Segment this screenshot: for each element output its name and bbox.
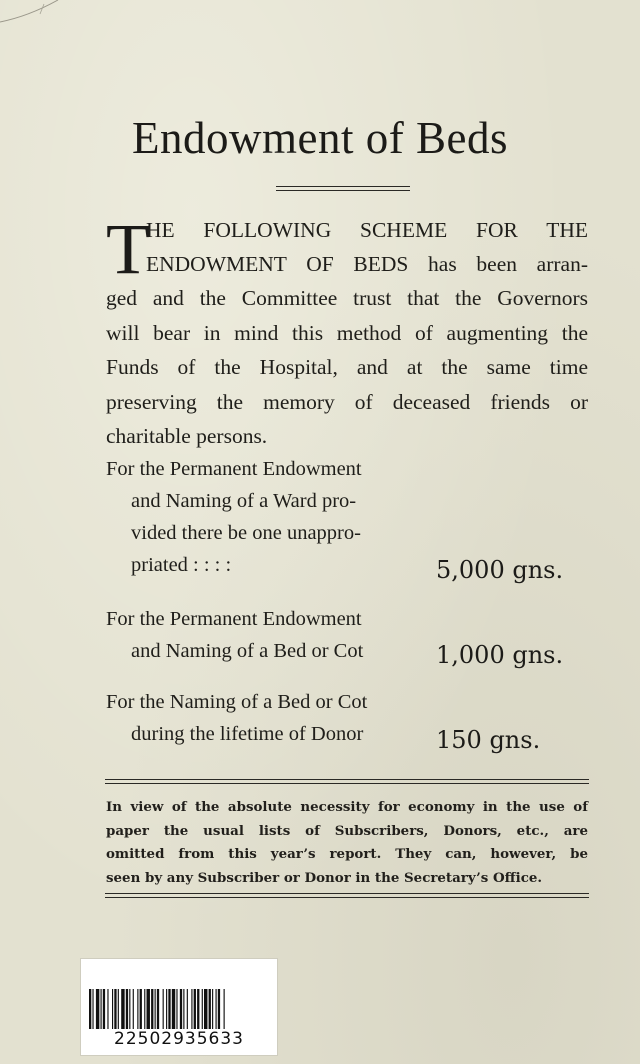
- intro-line: Funds of the Hospital, and at the same time: [106, 355, 588, 379]
- intro-opening: [146, 214, 588, 281]
- scheme-bed-lifetime-amount: 150 gns.: [436, 726, 541, 754]
- scheme-ward-description: [106, 453, 418, 581]
- note-line: omitted from this year’s report. They can, however, be: [106, 846, 588, 862]
- scheme-bed-lifetime-description: [106, 686, 418, 750]
- scheme-line: and Naming of a Ward pro-: [131, 490, 357, 512]
- scheme-ward: [106, 453, 596, 584]
- page-title: Endowment of Beds: [132, 113, 508, 163]
- scheme-bed-permanent: [106, 603, 596, 667]
- library-barcode-label: [80, 958, 278, 1056]
- scheme-line: For the Permanent Endowment: [106, 458, 362, 480]
- note-line: paper the usual lists of Subscribers, Donors, etc., are: [106, 822, 588, 839]
- intro-paragraph: [106, 281, 588, 454]
- scheme-line: during the lifetime of Donor: [131, 723, 364, 745]
- intro-line-2: [146, 248, 588, 282]
- note-top-rule: [105, 779, 589, 784]
- intro-line: will bear in mind this method of augmenting the: [106, 320, 588, 345]
- intro-line: ged and the Committee trust that the Governors: [106, 286, 588, 310]
- scheme-bed-permanent-description: [106, 603, 418, 667]
- scheme-line: For the Permanent Endowment: [106, 608, 362, 630]
- scheme-line: and Naming of a Bed or Cot: [131, 640, 364, 662]
- note-line: seen by any Subscriber or Donor in the Secretary’s Office.: [106, 869, 543, 886]
- title-rule: [276, 186, 410, 191]
- intro-line-1: HE FOLLOWING SCHEME FOR THE: [146, 218, 588, 242]
- intro-line-2-rest: has been arran-: [408, 251, 589, 276]
- drop-cap: T: [106, 209, 150, 289]
- barcode-number: 22502935633: [114, 1029, 244, 1049]
- scheme-bed-lifetime: [106, 686, 596, 754]
- scheme-line: vided there be one unappro-: [131, 522, 361, 544]
- note-line: In view of the absolute necessity for economy in the use of: [106, 799, 588, 815]
- scheme-ward-amount: 5,000 gns.: [436, 556, 564, 584]
- intro-smallcaps: ENDOWMENT OF BEDS: [146, 251, 409, 276]
- scheme-bed-permanent-amount: 1,000 gns.: [436, 641, 564, 669]
- pencil-mark: [0, 0, 90, 60]
- note-bottom-rule: [105, 893, 589, 898]
- intro-line: preserving the memory of deceased friends or: [106, 389, 588, 414]
- economy-note: [106, 796, 588, 890]
- scheme-line: priated : : : :: [131, 554, 232, 576]
- barcode-icon: [89, 989, 269, 1029]
- scheme-line: For the Naming of a Bed or Cot: [106, 691, 368, 713]
- intro-line: charitable persons.: [106, 424, 268, 448]
